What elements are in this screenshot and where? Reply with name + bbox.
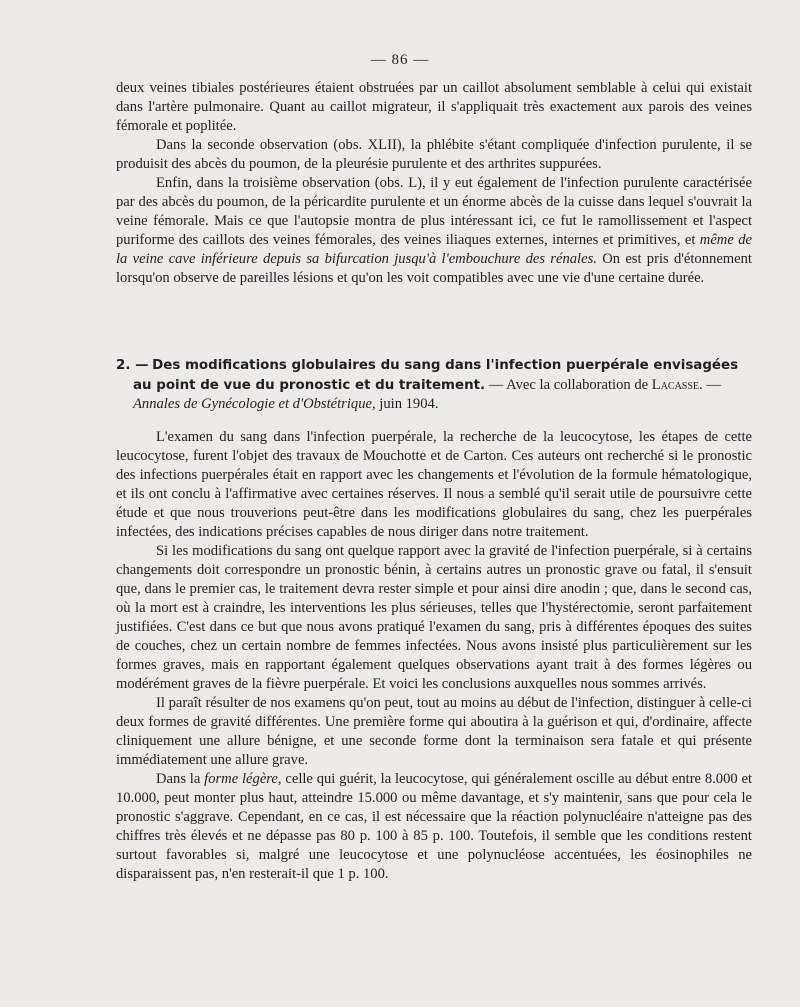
paragraph-blood-exam: L'examen du sang dans l'infection puerpérale, la recherche de la leucocytose, les étapes de cette leucocytose, furent l'objet des travaux de Mouchotte et de Carton. Ces auteurs ont recherché si le pronostic des infections puerpérales était en rapport avec les changements et l'évolution de la formule hématologique, et ils ont conclu à l'affirmative avec certaines réserves. Il nous a semblé qu'il serait utile de poursuivre cette étude et que nous trouverions peut-être dans les modifications globulaires du sang, chez les puerpérales infectées, des indications précises capables de nous diriger dans notre traitement. xyxy=(116,429,752,540)
section-heading-line2 xyxy=(116,376,756,396)
section-number: 2. — xyxy=(116,358,149,373)
journal-name: Annales de Gynécologie et d'Obstétrique, xyxy=(133,396,376,412)
paragraph-text: On est pris d'étonnement lorsqu'on observe de pareilles lésions et qu'on les voit compatibles avec une vie d'une certaine durée. xyxy=(116,251,752,286)
paragraph-text: Enfin, dans la troisième observation (obs. L), il y eut également de l'infection purulente caractérisée par des abcès du poumon, de la péricardite purulente et un énorme abcès de la cuisse dans lequel s'ouvrait la veine fémorale. Mais ce que l'autopsie montra de plus intéressant ici, ce fut le ramollissement et l'aspect puriforme des caillots des veines fémorales, des veines iliaques externes, internes et primitives, et xyxy=(116,175,752,248)
paragraph-second-observation: Dans la seconde observation (obs. XLII), la phlébite s'étant compliquée d'infection purulente, il se produisit des abcès du poumon, de la pleurésie purulente et des arthrites suppurées. xyxy=(116,137,752,172)
main-text-block xyxy=(116,428,752,884)
section-citation xyxy=(116,395,756,415)
publication-date: juin 1904. xyxy=(375,396,439,412)
page-number: — 86 — xyxy=(370,52,430,68)
section-title-line1: Des modifications globulaires du sang dans l'infection puerpérale envisagées xyxy=(152,358,739,373)
paragraph-text: Dans la xyxy=(156,771,205,787)
section-heading-line1 xyxy=(116,356,756,376)
paragraph-continuation: deux veines tibiales postérieures étaient obstruées par un caillot absolument semblable à celui qui existait dans l'artère pulmonaire. Quant au caillot migrateur, il s'appliquait très exactement aux parois des veines fémorale et poplitée. xyxy=(116,80,752,134)
paragraph-text: celle qui guérit, la leucocytose, qui généralement oscille au début entre 8.000 et 10.000, peut monter plus haut, atteindre 15.000 ou même davantage, et s'y maintenir, sans que pour cela le pronostic s'aggrave. Cependant, en ce cas, il est nécessaire que la réaction polynucléaire n'atteigne pas des chiffres très élevés et ne dépasse pas 80 p. 100 à 85 p. 100. Toutefois, il semble que les conditions restent surtout favorables si, malgré une leucocytose et une polynucléose accentuées, les éosinophiles ne disparaissent pas, n'en resterait-il que 1 p. 100. xyxy=(116,771,753,882)
section-heading xyxy=(116,356,756,415)
paragraph-mild-form xyxy=(116,770,752,884)
paragraph-italic-text: forme légère, xyxy=(204,771,282,787)
paragraph-two-forms: Il paraît résulter de nos examens qu'on peut, tout au moins au début de l'infection, distinguer à celle-ci deux formes de gravité différentes. Une première forme qui aboutira à la guérison et qui, d'ordinaire, affecte cliniquement une allure bénigne, et une seconde forme dont la terminaison sera fatale et qui présente immédiatement une allure grave. xyxy=(116,695,752,768)
top-text-block xyxy=(116,79,752,288)
section-title-line2: au point de vue du pronostic et du traitement. xyxy=(133,377,486,393)
collaboration-text: — Avec la collaboration de xyxy=(485,376,652,393)
paragraph-third-observation xyxy=(116,174,752,288)
paragraph-prognosis: Si les modifications du sang ont quelque rapport avec la gravité de l'infection puerpérale, si à certains changements doit correspondre un pronostic bénin, à certains autres un pronostic grave ou fatal, il s'ensuit que, dans le premier cas, le traitement devra rester simple et pour ainsi dire anodin ; que, dans le second cas, où la mort est à craindre, les interventions les plus sérieuses, telles que l'hystérectomie, seront parfaitement justifiées. C'est dans ce but que nous avons pratiqué l'examen du sang, pris à différentes époques des suites de couches, chez un certain nombre de femmes infectées. Nous avons insisté plus particulièrement sur les formes graves, mais en rapportant également quelques observations ayant trait à des formes légères ou modérément graves de la fièvre puerpérale. Et voici les conclusions auxquelles nous sommes arrivés. xyxy=(116,543,752,692)
collaborator-name: Lacasse xyxy=(651,376,700,393)
paragraph-italic-text: même de la veine cave inférieure depuis sa bifurcation jusqu'à l'embouchure des rénales. xyxy=(116,232,752,267)
collaboration-end: . — xyxy=(699,376,721,393)
